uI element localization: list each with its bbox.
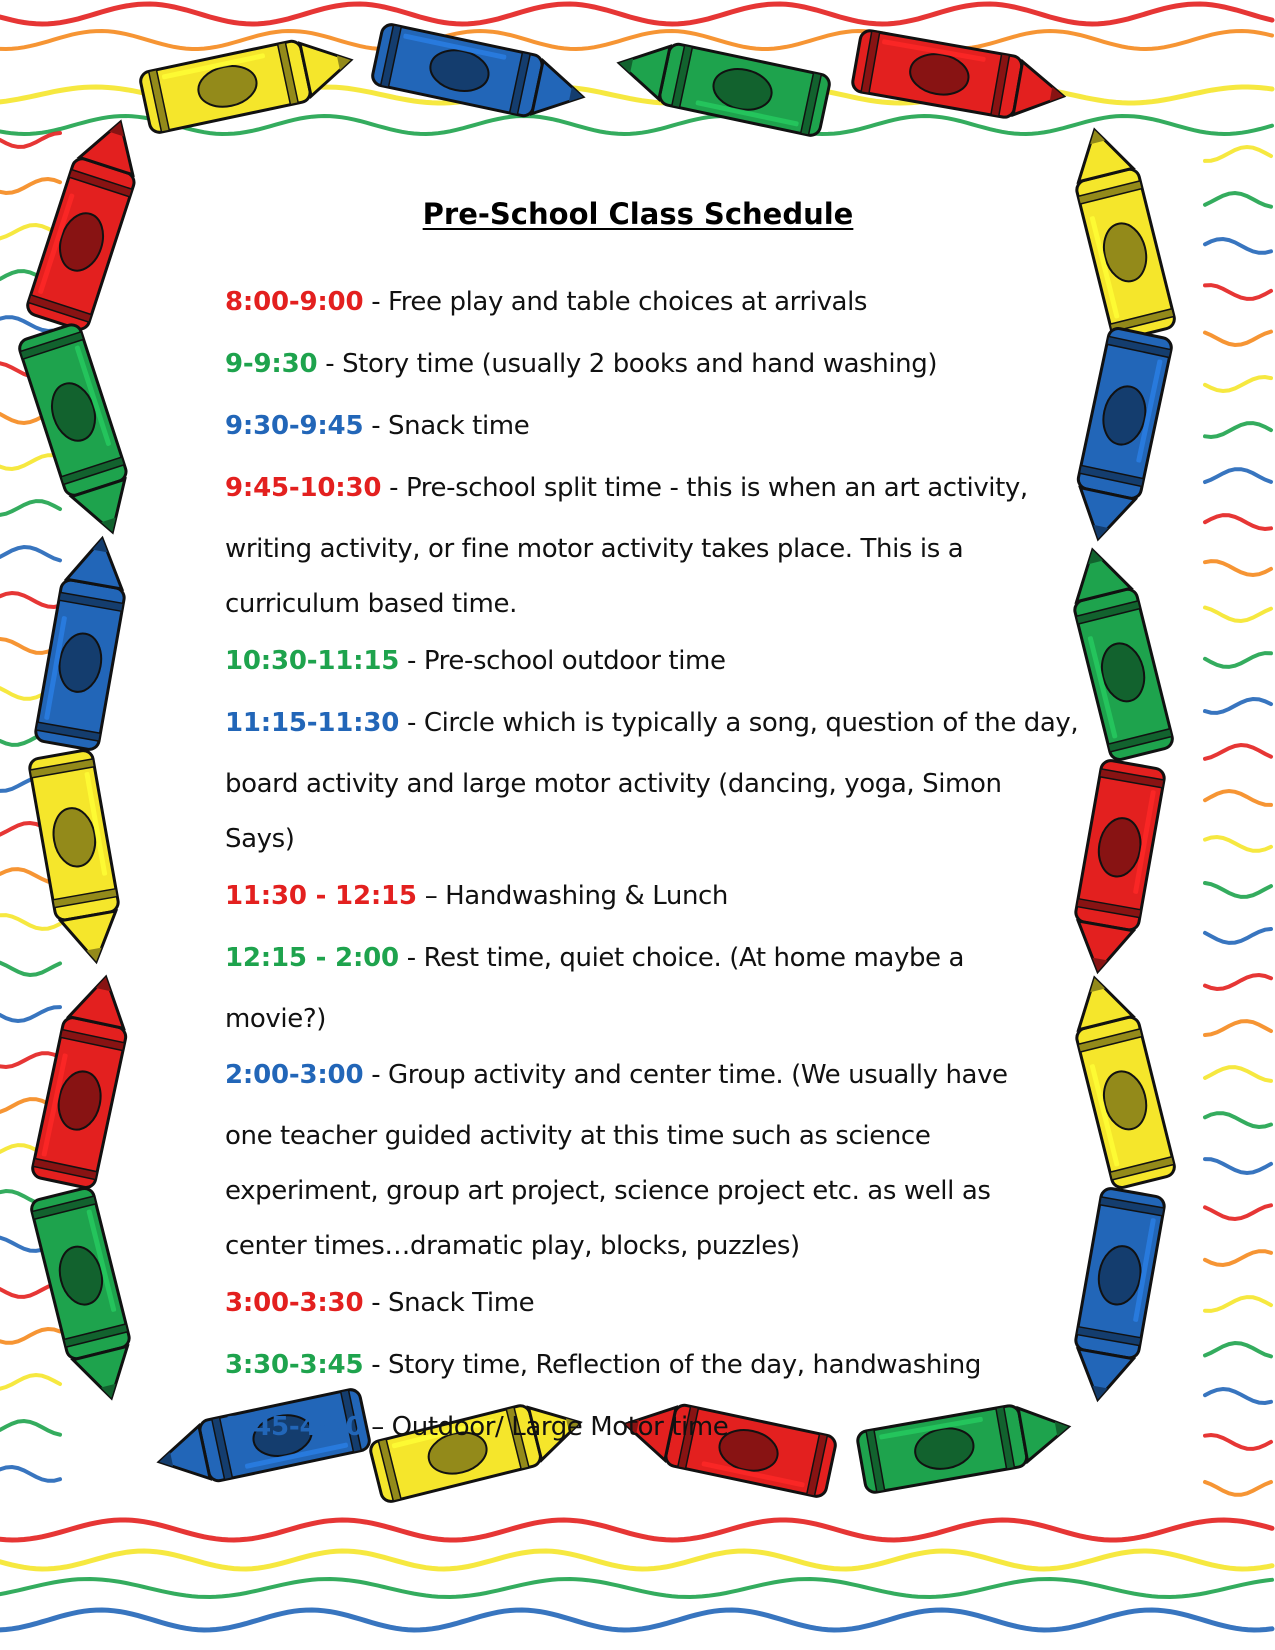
schedule-entry [225, 343, 1125, 385]
activity-text-continued: movie?) [225, 1004, 326, 1034]
time-range: 8:00-9:00 [225, 287, 364, 317]
activity-text: - Rest time, quiet choice. (At home maybe a [398, 943, 965, 973]
schedule-entry [225, 1054, 1125, 1267]
time-range: 11:30 - 12:15 [225, 881, 417, 911]
activity-text: - Pre-school split time - this is when an art activity, [381, 473, 1028, 503]
activity-text: - Snack Time [363, 1288, 535, 1318]
schedule-entry [225, 640, 1125, 682]
activity-text: - Circle which is typically a song, question of the day, [399, 708, 1079, 738]
schedule-entry [225, 467, 1125, 625]
schedule-entry [225, 405, 1125, 447]
schedule-entry [225, 281, 1125, 323]
activity-text-continued: curriculum based time. [225, 589, 517, 619]
schedule-entry [225, 1344, 1125, 1386]
schedule-entry [225, 875, 1125, 917]
activity-text-continued: board activity and large motor activity (dancing, yoga, Simon [225, 769, 1002, 799]
schedule-entry [225, 937, 1125, 1040]
time-range: 10:30-11:15 [225, 646, 400, 676]
activity-text: - Pre-school outdoor time [399, 646, 726, 676]
activity-text: - Story time, Reflection of the day, handwashing [363, 1350, 981, 1380]
time-range: 9-9:30 [225, 349, 318, 379]
page-title: Pre-School Class Schedule [422, 197, 854, 231]
time-range: 3:45-4:30 [225, 1412, 364, 1442]
time-range: 12:15 - 2:00 [225, 943, 399, 973]
time-range: 3:00-3:30 [225, 1288, 364, 1318]
time-range: 11:15-11:30 [225, 708, 400, 738]
activity-text-continued: Says) [225, 824, 295, 854]
activity-text-continued: one teacher guided activity at this time such as science [225, 1121, 931, 1151]
schedule-entry [225, 1282, 1125, 1324]
activity-text: - Snack time [363, 411, 530, 441]
time-range: 2:00-3:00 [225, 1060, 364, 1090]
activity-text: - Story time (usually 2 books and hand washing) [317, 349, 938, 379]
activity-text-continued: writing activity, or fine motor activity takes place. This is a [225, 534, 964, 564]
activity-text: - Group activity and center time. (We usually have [363, 1060, 1008, 1090]
activity-text-continued: center times…dramatic play, blocks, puzzles) [225, 1231, 800, 1261]
schedule-entry [225, 1406, 1125, 1448]
activity-text: - Free play and table choices at arrivals [363, 287, 868, 317]
activity-text-continued: experiment, group art project, science project etc. as well as [225, 1176, 991, 1206]
time-range: 3:30-3:45 [225, 1350, 364, 1380]
schedule-entry [225, 702, 1125, 860]
time-range: 9:45-10:30 [225, 473, 382, 503]
activity-text: – Outdoor/ Large Motor time [363, 1412, 729, 1442]
activity-text: – Handwashing & Lunch [416, 881, 729, 911]
time-range: 9:30-9:45 [225, 411, 364, 441]
